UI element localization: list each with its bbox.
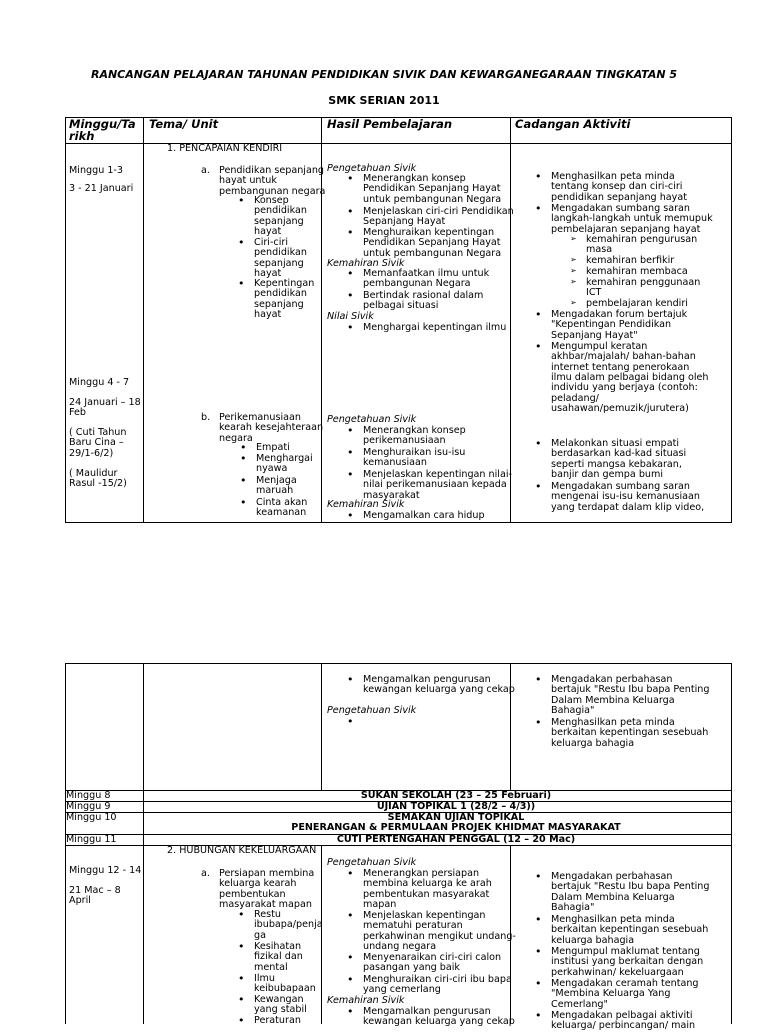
item-b-label: b. bbox=[201, 412, 211, 423]
section-kemahiran-sivik: Kemahiran Sivik bbox=[327, 499, 405, 510]
list-item: • Mengamalkan pengurusan kewangan keluarga yang cekap bbox=[363, 675, 515, 696]
date-2: 24 Januari – 18 Feb bbox=[69, 397, 141, 419]
list-item: • Menghuraikan isu-isu kemanusiaan bbox=[363, 448, 465, 469]
list-item: • Mengadakan sumbang saran mengenai isu-isu kemanusiaan yang terdapat dalam klip video, bbox=[551, 482, 704, 513]
list-item: • Mengadakan sumbang saran langkah-langkah untuk memupuk pembelajaran sepanjang hayat bbox=[551, 204, 713, 235]
header-hasil: Hasil Pembelajaran bbox=[327, 117, 453, 131]
list-item: • Menyenaraikan ciri-ciri calon pasangan yang baik bbox=[363, 953, 501, 974]
list-item: • Menjelaskan ciri-ciri Pendidikan Sepanjang Hayat bbox=[363, 207, 514, 228]
section-kemahiran-sivik: Kemahiran Sivik bbox=[327, 995, 405, 1006]
list-item: • Menjelaskan kepentingan mematuhi peraturan perkahwinan mengikut undang- undang negara bbox=[363, 911, 516, 952]
list-item: • Menjaga maruah bbox=[256, 476, 297, 497]
list-item: • Mengadakan forum bertajuk "Kepentingan Pendidikan Sepanjang Hayat" bbox=[551, 310, 687, 341]
list-item: • Mengamalkan cara hidup bbox=[363, 511, 485, 521]
list-item: • Menghuraikan kepentingan Pendidikan Sepanjang Hayat untuk pembangunan Negara bbox=[363, 228, 501, 259]
document-subtitle: SMK SERIAN 2011 bbox=[328, 94, 440, 107]
week-12-14: Minggu 12 - 14 bbox=[69, 865, 142, 876]
event-cuti-pertengahan: CUTI PERTENGAHAN PENGGAL (12 – 20 Mac) bbox=[336, 834, 576, 845]
week-11: Minggu 11 bbox=[66, 834, 117, 845]
list-item: • Menerangkan konsep perikemanusiaan bbox=[363, 426, 466, 447]
list-item: • Peraturan bbox=[254, 1016, 301, 1026]
sub-list-item: ➢ kemahiran berfikir bbox=[586, 256, 674, 266]
section-nilai-sivik: Nilai Sivik bbox=[327, 311, 374, 322]
list-item: • Menghasilkan peta minda berkaitan kepentingan sesebuah keluarga bahagia bbox=[551, 718, 708, 749]
note-cuti: ( Cuti Tahun Baru Cina – 29/1-6/2) bbox=[69, 427, 127, 459]
list-item: • Restu ibubapa/penja ga bbox=[254, 910, 323, 941]
list-item: • Menerangkan konsep Pendidikan Sepanjang Hayat untuk pembangunan Negara bbox=[363, 174, 501, 205]
list-item: • Mengadakan ceramah tentang "Membina Keluarga Yang Cemerlang" bbox=[551, 979, 699, 1010]
item-a-label: a. bbox=[201, 165, 210, 176]
list-item: • Menerangkan persiapan membina keluarga ke arah pembentukan masyarakat mapan bbox=[363, 869, 492, 910]
list-item: • Menghasilkan peta minda berkaitan kepentingan sesebuah keluarga bahagia bbox=[551, 915, 708, 946]
list-item: • Kesihatan fizikal dan mental bbox=[254, 942, 303, 973]
list-item: • Mengumpul keratan akhbar/majalah/ bahan-bahan internet tentang penerokaan ilmu dalam pelbagai bidang oleh individu yang berjaya (contoh: peladang/ usahawan/pemuzik/jurutera) bbox=[551, 342, 709, 415]
week-4-7: Minggu 4 - 7 bbox=[69, 377, 130, 388]
unit-1-title: 1. PENCAPAIAN KENDIRI bbox=[167, 143, 283, 154]
note-maulidur: ( Maulidur Rasul -15/2) bbox=[69, 468, 127, 490]
week-8: Minggu 8 bbox=[66, 790, 111, 801]
week-1-3: Minggu 1-3 bbox=[69, 165, 124, 176]
sub-list-item: ➢ pembelajaran kendiri bbox=[586, 299, 688, 309]
sub-list-item: ➢ kemahiran pengurusan masa bbox=[586, 235, 697, 256]
event-sukan-sekolah: SUKAN SEKOLAH (23 – 25 Februari) bbox=[360, 790, 552, 801]
header-minggu: Minggu/Ta rikh bbox=[69, 117, 136, 144]
list-item: • Ilmu keibubapaan bbox=[254, 974, 316, 995]
header-tema: Tema/ Unit bbox=[149, 117, 219, 131]
sub-list-item: ➢ kemahiran penggunaan ICT bbox=[586, 278, 700, 299]
list-item: • Kepentingan pendidikan sepanjang hayat bbox=[254, 279, 314, 320]
document-title: RANCANGAN PELAJARAN TAHUNAN PENDIDIKAN SIVIK DAN KEWARGANEGARAAN TINGKATAN 5 bbox=[90, 68, 678, 81]
section-pengetahuan-sivik: Pengetahuan Sivik bbox=[327, 857, 417, 868]
list-item: • Bertindak rasional dalam pelbagai situasi bbox=[363, 291, 483, 312]
item-b-text: Perikemanusiaan kearah kesejahteraan negara bbox=[219, 412, 324, 444]
date-3: 21 Mac – 8 April bbox=[69, 885, 121, 907]
list-item: • Mengamalkan pengurusan kewangan keluarga yang cekap bbox=[363, 1007, 515, 1028]
section-kemahiran-sivik: Kemahiran Sivik bbox=[327, 258, 405, 269]
list-item: • Menghargai nyawa bbox=[256, 454, 313, 475]
item-a-label: a. bbox=[201, 868, 210, 879]
list-item: • Ciri-ciri pendidikan sepanjang hayat bbox=[254, 238, 307, 279]
section-pengetahuan-sivik: Pengetahuan Sivik bbox=[327, 414, 417, 425]
list-item: • Mengadakan perbahasan bertajuk "Restu Ibu bapa Penting Dalam Membina Keluarga Bahagia" bbox=[551, 872, 709, 913]
week-9: Minggu 9 bbox=[66, 801, 111, 812]
section-pengetahuan-sivik: Pengetahuan Sivik bbox=[327, 163, 417, 174]
header-cadangan: Cadangan Aktiviti bbox=[515, 117, 631, 131]
list-item: • Menghasilkan peta minda tentang konsep dan ciri-ciri pendidikan sepanjang hayat bbox=[551, 172, 687, 203]
week-10: Minggu 10 bbox=[66, 812, 117, 823]
section-nilai-sivik: Pengetahuan Sivik bbox=[327, 705, 417, 716]
list-item: • Konsep pendidikan sepanjang hayat bbox=[254, 196, 307, 237]
list-item: • Mengadakan pelbagai aktiviti keluarga/ perbincangan/ main bbox=[551, 1011, 695, 1032]
list-item: • Melakonkan situasi empati berdasarkan kad-kad situasi seperti mangsa kebakaran, banjir dan gempa bumi bbox=[551, 439, 686, 480]
list-item: • Kewangan yang stabil bbox=[254, 995, 307, 1016]
list-item: • Mengumpul maklumat tentang institusi yang berkaitan dengan perkahwinan/ kekeluargaan bbox=[551, 947, 703, 978]
list-item: • Menghargai kepentingan ilmu bbox=[363, 323, 506, 333]
sub-list-item: ➢ kemahiran membaca bbox=[586, 267, 688, 277]
list-item: • Menghuraikan ciri-ciri ibu bapa yang cemerlang bbox=[363, 975, 512, 996]
list-item: • Cinta akan keamanan bbox=[256, 498, 307, 519]
list-item: • Empati bbox=[256, 443, 290, 453]
list-item: • Memanfaatkan ilmu untuk pembangunan Negara bbox=[363, 269, 489, 290]
event-semakan: SEMAKAN UJIAN TOPIKAL PENERANGAN & PERMULAAN PROJEK KHIDMAT MASYARAKAT bbox=[291, 812, 621, 834]
item-a-text: Pendidikan sepanjang hayat untuk pembangunan negara bbox=[219, 165, 326, 197]
unit-2-title: 2. HUBUNGAN KEKELUARGAAN bbox=[167, 845, 317, 856]
list-item: • Menjelaskan kepentingan nilai- nilai perikemanusiaan kepada masyarakat bbox=[363, 470, 512, 501]
date-1: 3 - 21 Januari bbox=[69, 183, 134, 194]
event-ujian-topikal: UJIAN TOPIKAL 1 (28/2 – 4/3)) bbox=[376, 801, 536, 812]
list-item: • Mengadakan perbahasan bertajuk "Restu Ibu bapa Penting Dalam Membina Keluarga Bahagia" bbox=[551, 675, 709, 716]
item-a-text: Persiapan membina keluarga kearah pembentukan masyarakat mapan bbox=[219, 868, 315, 911]
